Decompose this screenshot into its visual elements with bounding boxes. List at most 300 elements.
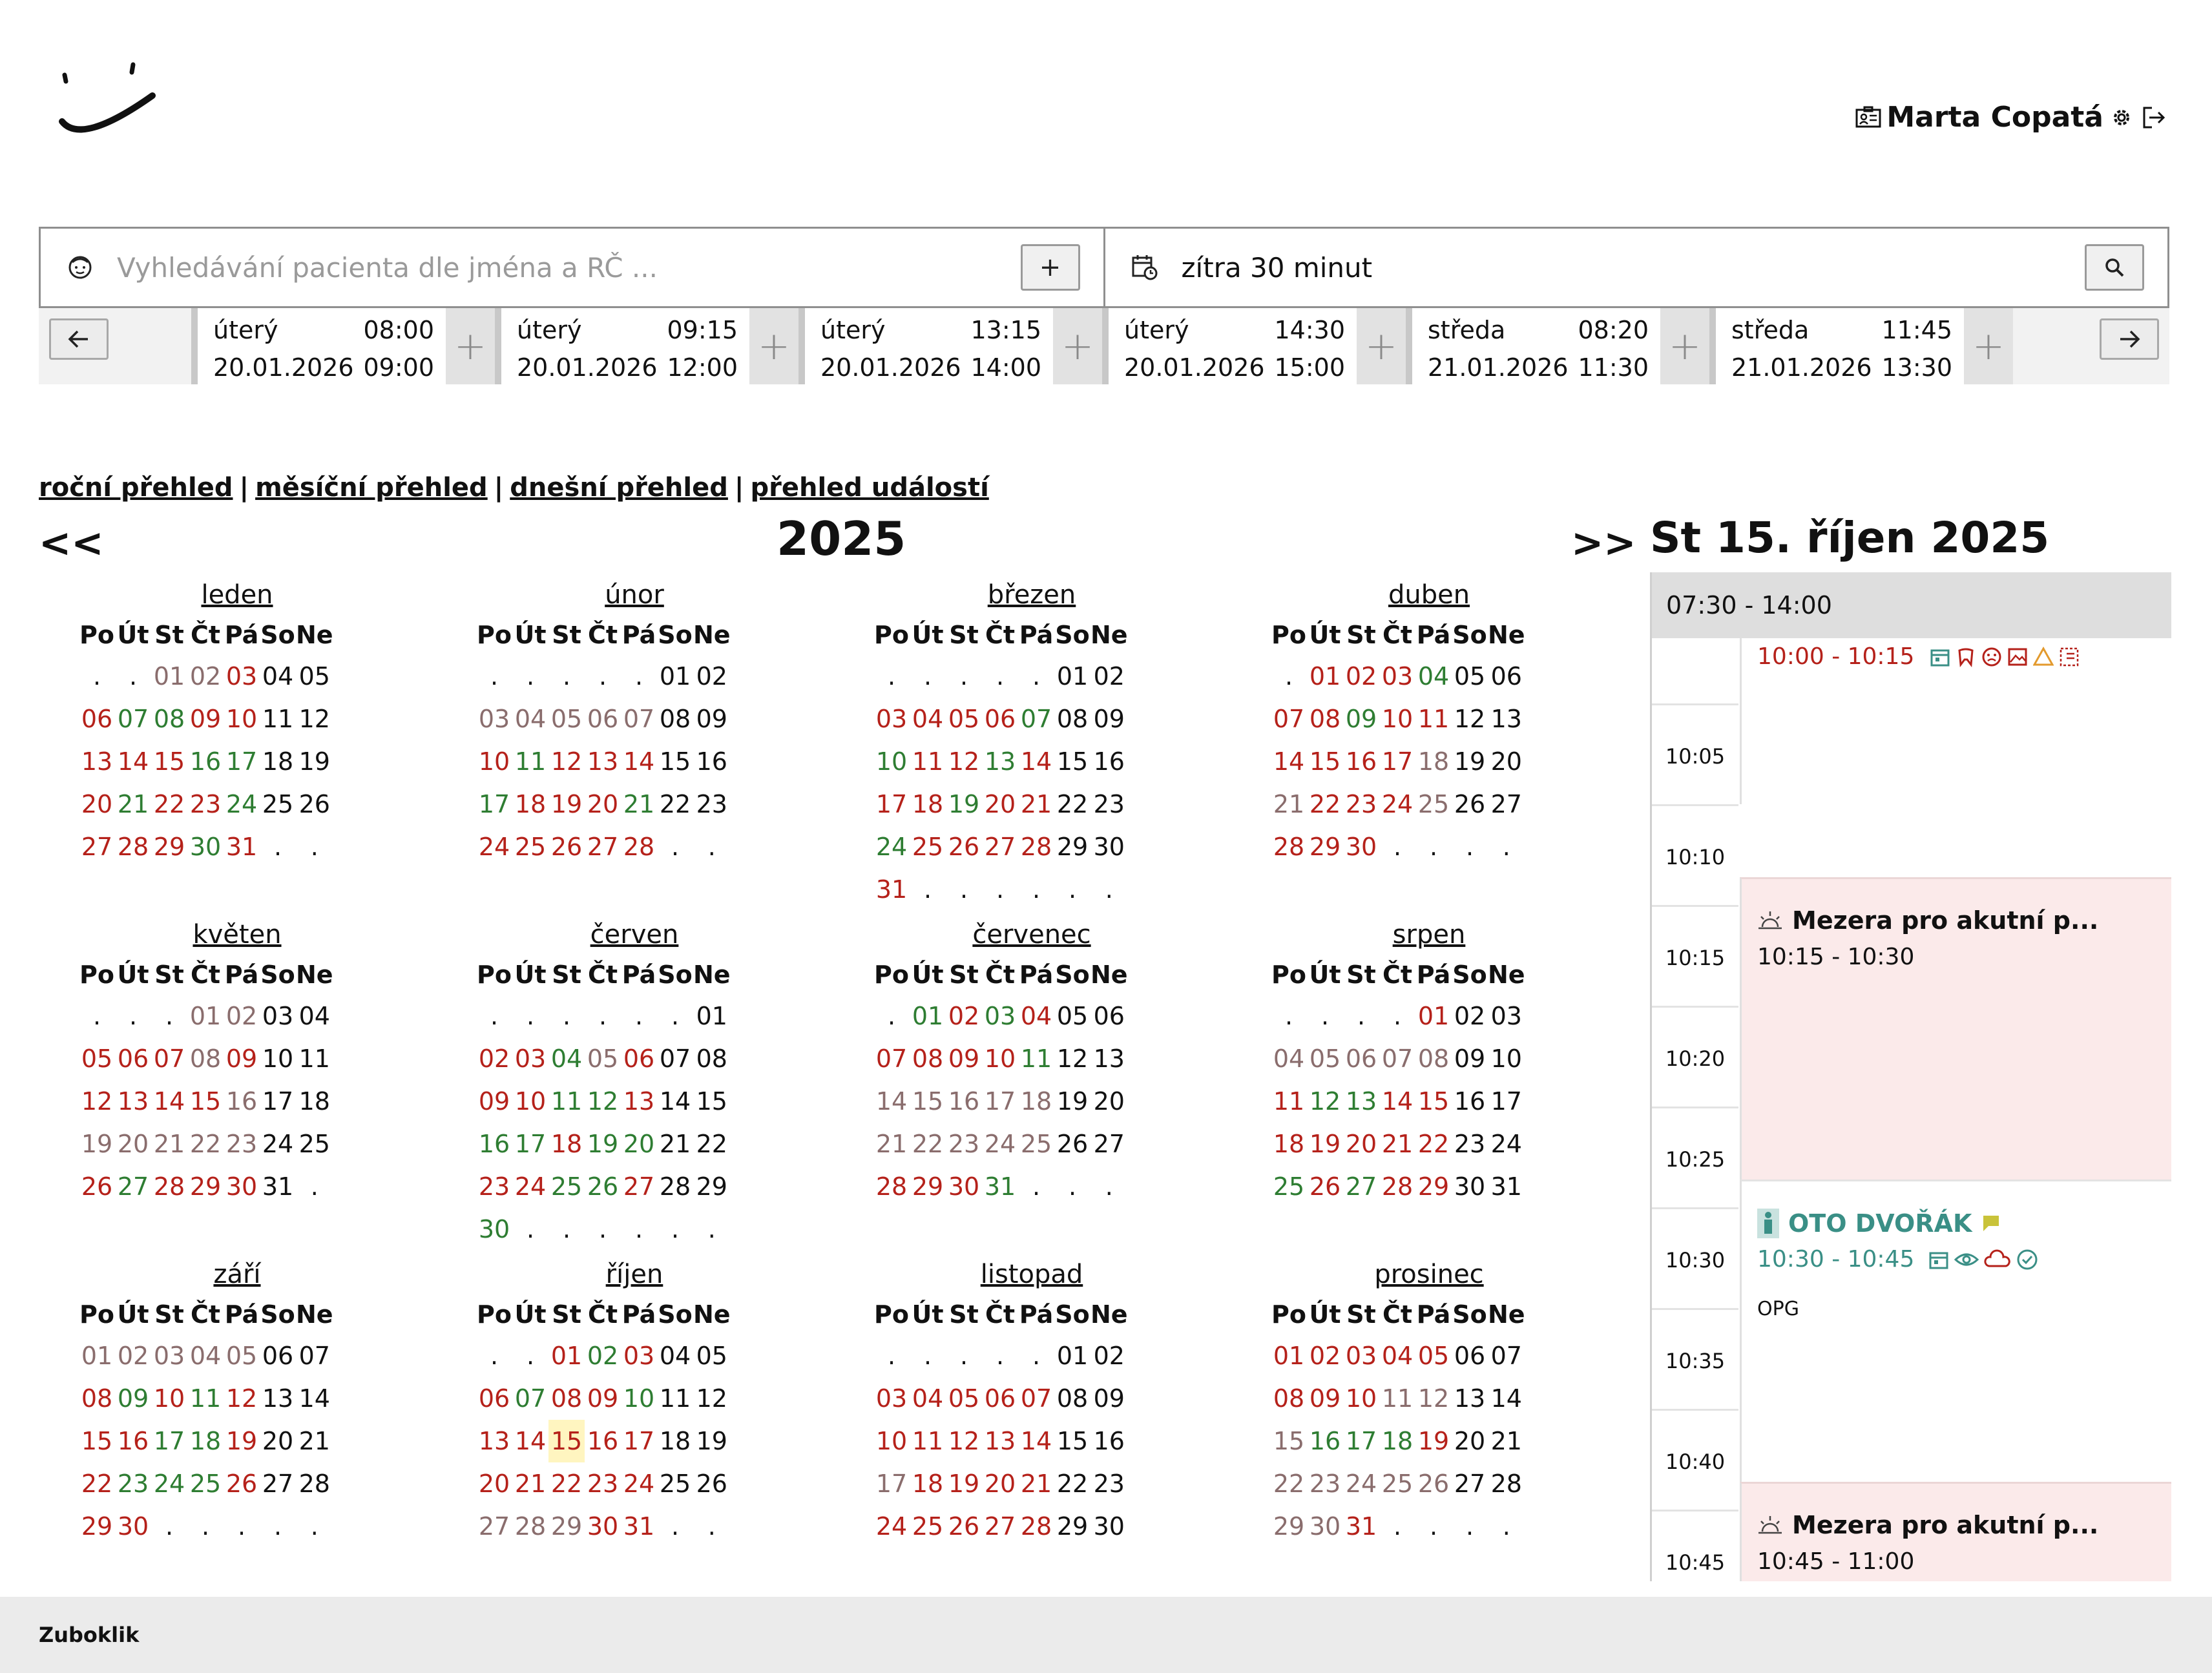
day-cell[interactable]: 08 [189,1044,222,1073]
link-events-view[interactable]: přehled událostí [750,473,989,503]
day-cell[interactable]: 08 [1273,1384,1305,1413]
day-cell[interactable]: 30 [1454,1172,1486,1201]
day-cell[interactable]: 05 [225,1342,258,1370]
day-cell[interactable]: 14 [875,1087,908,1116]
day-cell[interactable]: 04 [189,1342,222,1370]
day-cell[interactable]: 10 [225,705,258,733]
day-cell[interactable]: 28 [1273,833,1305,861]
day-cell[interactable]: 23 [1093,790,1125,818]
day-cell[interactable]: 26 [1056,1130,1089,1158]
book-slot-button[interactable]: + [1964,308,2013,384]
day-cell[interactable]: 31 [623,1512,655,1541]
day-cell[interactable]: 14 [514,1427,547,1455]
day-cell[interactable]: 03 [153,1342,185,1370]
day-cell[interactable]: 26 [298,790,330,818]
search-button[interactable] [2085,244,2144,291]
day-cell[interactable]: 08 [550,1384,583,1413]
day-cell[interactable]: 19 [81,1130,113,1158]
day-cell[interactable]: 26 [1454,790,1486,818]
day-cell[interactable]: 20 [1454,1427,1486,1455]
day-cell[interactable]: 20 [623,1130,655,1158]
day-cell[interactable]: 19 [1454,747,1486,776]
day-cell[interactable]: 29 [1309,833,1341,861]
month-name-link[interactable]: únor [605,580,664,610]
day-cell[interactable]: 09 [225,1044,258,1073]
day-cell[interactable]: 12 [587,1087,619,1116]
day-cell[interactable]: 21 [1020,790,1052,818]
day-cell[interactable]: 01 [912,1002,944,1030]
day-cell[interactable]: 03 [623,1342,655,1370]
day-cell[interactable]: 18 [262,747,294,776]
day-cell[interactable]: 03 [262,1002,294,1030]
day-cell[interactable]: 03 [1381,662,1414,691]
month-name-link[interactable]: prosinec [1374,1260,1484,1289]
day-cell[interactable]: 11 [1417,705,1450,733]
day-cell[interactable]: 30 [189,833,222,861]
day-cell[interactable]: 01 [153,662,185,691]
day-cell[interactable]: 09 [1309,1384,1341,1413]
day-cell[interactable]: 13 [984,747,1016,776]
day-cell[interactable]: 10 [262,1044,294,1073]
day-cell[interactable]: 02 [189,662,222,691]
day-cell[interactable]: 24 [153,1470,185,1498]
day-cell[interactable]: 04 [550,1044,583,1073]
day-cell[interactable]: 22 [696,1130,727,1158]
day-cell[interactable]: 06 [478,1384,510,1413]
day-cell[interactable]: 05 [1417,1342,1450,1370]
day-cell[interactable]: 09 [587,1384,619,1413]
day-cell[interactable]: 17 [875,790,908,818]
day-cell[interactable]: 02 [478,1044,510,1073]
day-cell[interactable]: 12 [298,705,330,733]
day-cell[interactable]: 30 [1093,833,1125,861]
day-cell[interactable]: 23 [696,790,727,818]
day-cell[interactable]: 15 [1273,1427,1305,1455]
day-cell[interactable]: 07 [298,1342,330,1370]
book-slot-button[interactable]: + [1357,308,1406,384]
day-cell[interactable]: 29 [912,1172,944,1201]
day-cell[interactable]: 07 [153,1044,185,1073]
day-cell[interactable]: 06 [81,705,113,733]
day-cell[interactable]: 18 [912,1470,944,1498]
day-cell[interactable]: 26 [948,833,980,861]
day-cell[interactable]: 18 [189,1427,222,1455]
day-cell[interactable]: 26 [696,1470,727,1498]
day-cell[interactable]: 09 [1454,1044,1486,1073]
day-cell[interactable]: 10 [984,1044,1016,1073]
day-cell[interactable]: 11 [514,747,547,776]
day-cell[interactable]: 13 [1093,1044,1125,1073]
day-cell[interactable]: 31 [262,1172,294,1201]
day-cell[interactable]: 16 [1309,1427,1341,1455]
day-cell[interactable]: 24 [1490,1130,1522,1158]
day-cell[interactable]: 09 [189,705,222,733]
day-cell[interactable]: 08 [696,1044,727,1073]
day-cell[interactable]: 14 [659,1087,691,1116]
day-cell[interactable]: 02 [1093,662,1125,691]
day-cell[interactable]: 02 [1345,662,1377,691]
day-cell[interactable]: 30 [948,1172,980,1201]
day-cell[interactable]: 14 [1381,1087,1414,1116]
day-cell[interactable]: 03 [1345,1342,1377,1370]
day-cell[interactable]: 27 [81,833,113,861]
day-cell[interactable]: 02 [117,1342,149,1370]
link-month-view[interactable]: měsíční přehled [255,473,488,503]
day-cell[interactable]: 05 [298,662,330,691]
day-cell[interactable]: 25 [1020,1130,1052,1158]
day-cell[interactable]: 20 [1490,747,1522,776]
day-cell[interactable]: 18 [1381,1427,1414,1455]
day-cell[interactable]: 23 [478,1172,510,1201]
day-cell[interactable]: 31 [1345,1512,1377,1541]
day-cell[interactable]: 24 [262,1130,294,1158]
acute-gap-event[interactable] [1740,1482,2171,1581]
day-cell[interactable]: 05 [948,1384,980,1413]
day-cell[interactable]: 11 [550,1087,583,1116]
day-cell[interactable]: 15 [1309,747,1341,776]
day-cell[interactable]: 29 [189,1172,222,1201]
day-cell[interactable]: 10 [1381,705,1414,733]
day-cell[interactable]: 22 [81,1470,113,1498]
day-cell[interactable]: 06 [984,1384,1016,1413]
day-cell[interactable]: 25 [1417,790,1450,818]
day-cell[interactable]: 24 [875,1512,908,1541]
month-name-link[interactable]: září [213,1260,261,1289]
free-slot[interactable] [495,308,798,384]
day-cell[interactable]: 21 [623,790,655,818]
day-cell[interactable]: 19 [1417,1427,1450,1455]
day-cell[interactable]: 24 [1381,790,1414,818]
day-cell-today[interactable]: 15 [548,1420,585,1462]
day-cell[interactable]: 07 [623,705,655,733]
day-cell[interactable]: 11 [659,1384,691,1413]
day-cell[interactable]: 29 [1273,1512,1305,1541]
day-cell[interactable]: 10 [1345,1384,1377,1413]
month-name-link[interactable]: říjen [605,1260,663,1289]
day-cell[interactable]: 04 [262,662,294,691]
day-cell[interactable]: 02 [225,1002,258,1030]
free-slot[interactable] [798,308,1102,384]
day-cell[interactable]: 14 [1273,747,1305,776]
day-cell[interactable]: 28 [153,1172,185,1201]
book-slot-button[interactable]: + [749,308,798,384]
day-cell[interactable]: 02 [1093,1342,1125,1370]
day-cell[interactable]: 01 [659,662,691,691]
day-cell[interactable]: 03 [875,1384,908,1413]
day-cell[interactable]: 16 [117,1427,149,1455]
day-cell[interactable]: 17 [875,1470,908,1498]
day-cell[interactable]: 15 [153,747,185,776]
patient-name[interactable]: OTO DVOŘÁK [1788,1209,1972,1238]
free-slot[interactable] [191,308,495,384]
day-cell[interactable]: 27 [1454,1470,1486,1498]
day-cell[interactable]: 22 [550,1470,583,1498]
day-cell[interactable]: 17 [225,747,258,776]
free-slot[interactable] [1709,308,2013,384]
day-cell[interactable]: 04 [1020,1002,1052,1030]
day-cell[interactable]: 03 [478,705,510,733]
slots-next-button[interactable] [2100,318,2159,360]
day-cell[interactable]: 08 [81,1384,113,1413]
day-cell[interactable]: 19 [1309,1130,1341,1158]
day-cell[interactable]: 14 [298,1384,330,1413]
day-cell[interactable]: 04 [514,705,547,733]
day-cell[interactable]: 10 [623,1384,655,1413]
day-cell[interactable]: 02 [587,1342,619,1370]
day-cell[interactable]: 25 [1273,1172,1305,1201]
day-cell[interactable]: 23 [225,1130,258,1158]
day-cell[interactable]: 17 [478,790,510,818]
day-cell[interactable]: 22 [659,790,691,818]
day-cell[interactable]: 27 [262,1470,294,1498]
slot-search-input[interactable] [1180,251,2085,284]
day-cell[interactable]: 22 [912,1130,944,1158]
day-cell[interactable]: 03 [1490,1002,1522,1030]
day-cell[interactable]: 25 [1381,1470,1414,1498]
day-cell[interactable]: 07 [117,705,149,733]
day-cell[interactable]: 02 [696,662,727,691]
day-cell[interactable]: 31 [225,833,258,861]
day-cell[interactable]: 29 [153,833,185,861]
day-cell[interactable]: 11 [1273,1087,1305,1116]
day-cell[interactable]: 23 [189,790,222,818]
day-cell[interactable]: 11 [912,1427,944,1455]
day-cell[interactable]: 24 [1345,1470,1377,1498]
day-cell[interactable]: 12 [225,1384,258,1413]
day-cell[interactable]: 12 [550,747,583,776]
day-cell[interactable]: 04 [912,705,944,733]
free-slot[interactable] [1406,308,1709,384]
day-cell[interactable]: 22 [189,1130,222,1158]
day-cell[interactable]: 07 [1020,705,1052,733]
day-cell[interactable]: 18 [1417,747,1450,776]
prev-year-button[interactable]: << [39,521,104,566]
patient-search-input[interactable] [116,251,1021,284]
day-cell[interactable]: 25 [189,1470,222,1498]
day-cell[interactable]: 23 [1454,1130,1486,1158]
day-cell[interactable]: 08 [912,1044,944,1073]
day-cell[interactable]: 08 [1417,1044,1450,1073]
day-cell[interactable]: 12 [81,1087,113,1116]
day-cell[interactable]: 07 [514,1384,547,1413]
day-cell[interactable]: 21 [1381,1130,1414,1158]
day-cell[interactable]: 09 [1093,705,1125,733]
book-slot-button[interactable]: + [1053,308,1102,384]
day-cell[interactable]: 24 [875,833,908,861]
day-cell[interactable]: 15 [659,747,691,776]
day-cell[interactable]: 27 [478,1512,510,1541]
day-cell[interactable]: 19 [225,1427,258,1455]
day-cell[interactable]: 07 [1381,1044,1414,1073]
day-cell[interactable]: 17 [262,1087,294,1116]
day-cell[interactable]: 18 [1020,1087,1052,1116]
day-cell[interactable]: 13 [262,1384,294,1413]
day-cell[interactable]: 16 [1093,747,1125,776]
day-cell[interactable]: 18 [659,1427,691,1455]
day-cell[interactable]: 20 [117,1130,149,1158]
day-cell[interactable]: 30 [225,1172,258,1201]
day-cell[interactable]: 28 [1020,833,1052,861]
day-cell[interactable]: 28 [875,1172,908,1201]
day-cell[interactable]: 01 [81,1342,113,1370]
day-cell[interactable]: 23 [1309,1470,1341,1498]
day-cell[interactable]: 14 [623,747,655,776]
day-cell[interactable]: 13 [1490,705,1522,733]
day-cell[interactable]: 24 [514,1172,547,1201]
day-cell[interactable]: 20 [984,790,1016,818]
day-cell[interactable]: 17 [153,1427,185,1455]
day-cell[interactable]: 19 [550,790,583,818]
day-cell[interactable]: 01 [1309,662,1341,691]
day-cell[interactable]: 15 [189,1087,222,1116]
day-cell[interactable]: 22 [1273,1470,1305,1498]
day-cell[interactable]: 23 [1093,1470,1125,1498]
day-cell[interactable]: 23 [948,1130,980,1158]
day-cell[interactable]: 26 [587,1172,619,1201]
day-cell[interactable]: 14 [1020,747,1052,776]
day-cell[interactable]: 14 [117,747,149,776]
month-name-link[interactable]: červenec [972,920,1091,950]
day-cell[interactable]: 06 [587,705,619,733]
day-cell[interactable]: 01 [696,1002,727,1030]
day-cell[interactable]: 22 [1309,790,1341,818]
day-cell[interactable]: 29 [81,1512,113,1541]
day-cell[interactable]: 16 [189,747,222,776]
day-cell[interactable]: 21 [875,1130,908,1158]
month-name-link[interactable]: listopad [980,1260,1083,1289]
day-cell[interactable]: 17 [984,1087,1016,1116]
acute-gap-event[interactable] [1740,877,2171,1179]
day-cell[interactable]: 26 [1309,1172,1341,1201]
user-name[interactable]: Marta Copatá [1886,101,2103,134]
day-cell[interactable]: 09 [1093,1384,1125,1413]
day-cell[interactable]: 04 [659,1342,691,1370]
day-cell[interactable]: 10 [514,1087,547,1116]
book-slot-button[interactable]: + [446,308,495,384]
day-cell[interactable]: 02 [1454,1002,1486,1030]
day-cell[interactable]: 11 [1020,1044,1052,1073]
day-cell[interactable]: 25 [550,1172,583,1201]
day-cell[interactable]: 21 [117,790,149,818]
day-cell[interactable]: 01 [1056,662,1089,691]
day-cell[interactable]: 04 [1417,662,1450,691]
day-cell[interactable]: 09 [117,1384,149,1413]
day-cell[interactable]: 12 [696,1384,727,1413]
add-patient-button[interactable]: + [1021,244,1080,291]
day-cell[interactable]: 04 [298,1002,330,1030]
day-cell[interactable]: 16 [225,1087,258,1116]
day-cell[interactable]: 21 [1020,1470,1052,1498]
month-name-link[interactable]: březen [987,580,1076,610]
day-cell[interactable]: 21 [298,1427,330,1455]
day-cell[interactable]: 31 [1490,1172,1522,1201]
day-cell[interactable]: 27 [984,833,1016,861]
day-cell[interactable]: 13 [81,747,113,776]
day-cell[interactable]: 16 [1093,1427,1125,1455]
day-cell[interactable]: 04 [1381,1342,1414,1370]
day-cell[interactable]: 17 [1490,1087,1522,1116]
patient-appointment-event[interactable] [1740,1179,2171,1482]
day-cell[interactable]: 06 [984,705,1016,733]
day-cell[interactable]: 12 [1309,1087,1341,1116]
day-cell[interactable]: 19 [298,747,330,776]
appointment-event[interactable] [1740,638,2171,804]
day-cell[interactable]: 26 [81,1172,113,1201]
day-cell[interactable]: 28 [1490,1470,1522,1498]
day-cell[interactable]: 15 [81,1427,113,1455]
day-cell[interactable]: 24 [225,790,258,818]
day-cell[interactable]: 20 [81,790,113,818]
day-cell[interactable]: 30 [587,1512,619,1541]
id-card-icon[interactable] [1854,103,1883,132]
day-cell[interactable]: 10 [875,747,908,776]
day-cell[interactable]: 10 [875,1427,908,1455]
day-cell[interactable]: 06 [1454,1342,1486,1370]
day-cell[interactable]: 07 [1490,1342,1522,1370]
day-cell[interactable]: 20 [262,1427,294,1455]
day-cell[interactable]: 06 [262,1342,294,1370]
day-cell[interactable]: 07 [1020,1384,1052,1413]
day-cell[interactable]: 14 [1020,1427,1052,1455]
day-cell[interactable]: 05 [696,1342,727,1370]
day-cell[interactable]: 25 [912,1512,944,1541]
day-cell[interactable]: 27 [1490,790,1522,818]
day-cell[interactable]: 27 [117,1172,149,1201]
next-year-button[interactable]: >> [1571,521,1636,566]
day-cell[interactable]: 25 [262,790,294,818]
day-cell[interactable]: 13 [587,747,619,776]
day-cell[interactable]: 27 [623,1172,655,1201]
day-cell[interactable]: 10 [1490,1044,1522,1073]
link-year-view[interactable]: roční přehled [39,473,233,503]
day-cell[interactable]: 24 [623,1470,655,1498]
day-cell[interactable]: 16 [696,747,727,776]
day-cell[interactable]: 19 [948,1470,980,1498]
book-slot-button[interactable]: + [1660,308,1709,384]
day-cell[interactable]: 26 [1417,1470,1450,1498]
month-name-link[interactable]: leden [201,580,273,610]
free-slot[interactable] [1102,308,1406,384]
day-cell[interactable]: 25 [659,1470,691,1498]
day-cell[interactable]: 30 [117,1512,149,1541]
day-cell[interactable]: 14 [153,1087,185,1116]
day-cell[interactable]: 06 [117,1044,149,1073]
day-cell[interactable]: 30 [478,1215,510,1243]
day-cell[interactable]: 06 [623,1044,655,1073]
day-cell[interactable]: 24 [984,1130,1016,1158]
day-cell[interactable]: 18 [550,1130,583,1158]
day-cell[interactable]: 23 [587,1470,619,1498]
day-cell[interactable]: 19 [587,1130,619,1158]
day-cell[interactable]: 05 [81,1044,113,1073]
day-cell[interactable]: 20 [984,1470,1016,1498]
day-cell[interactable]: 09 [696,705,727,733]
day-cell[interactable]: 01 [189,1002,222,1030]
day-cell[interactable]: 22 [1417,1130,1450,1158]
day-cell[interactable]: 13 [1345,1087,1377,1116]
day-cell[interactable]: 12 [948,1427,980,1455]
month-name-link[interactable]: srpen [1392,920,1466,950]
day-cell[interactable]: 15 [1417,1087,1450,1116]
day-cell[interactable]: 26 [225,1470,258,1498]
day-cell[interactable]: 16 [587,1427,619,1455]
day-cell[interactable]: 03 [514,1044,547,1073]
day-cell[interactable]: 08 [1309,705,1341,733]
day-cell[interactable]: 29 [696,1172,727,1201]
day-cell[interactable]: 27 [587,833,619,861]
day-cell[interactable]: 23 [117,1470,149,1498]
day-cell[interactable]: 07 [1273,705,1305,733]
